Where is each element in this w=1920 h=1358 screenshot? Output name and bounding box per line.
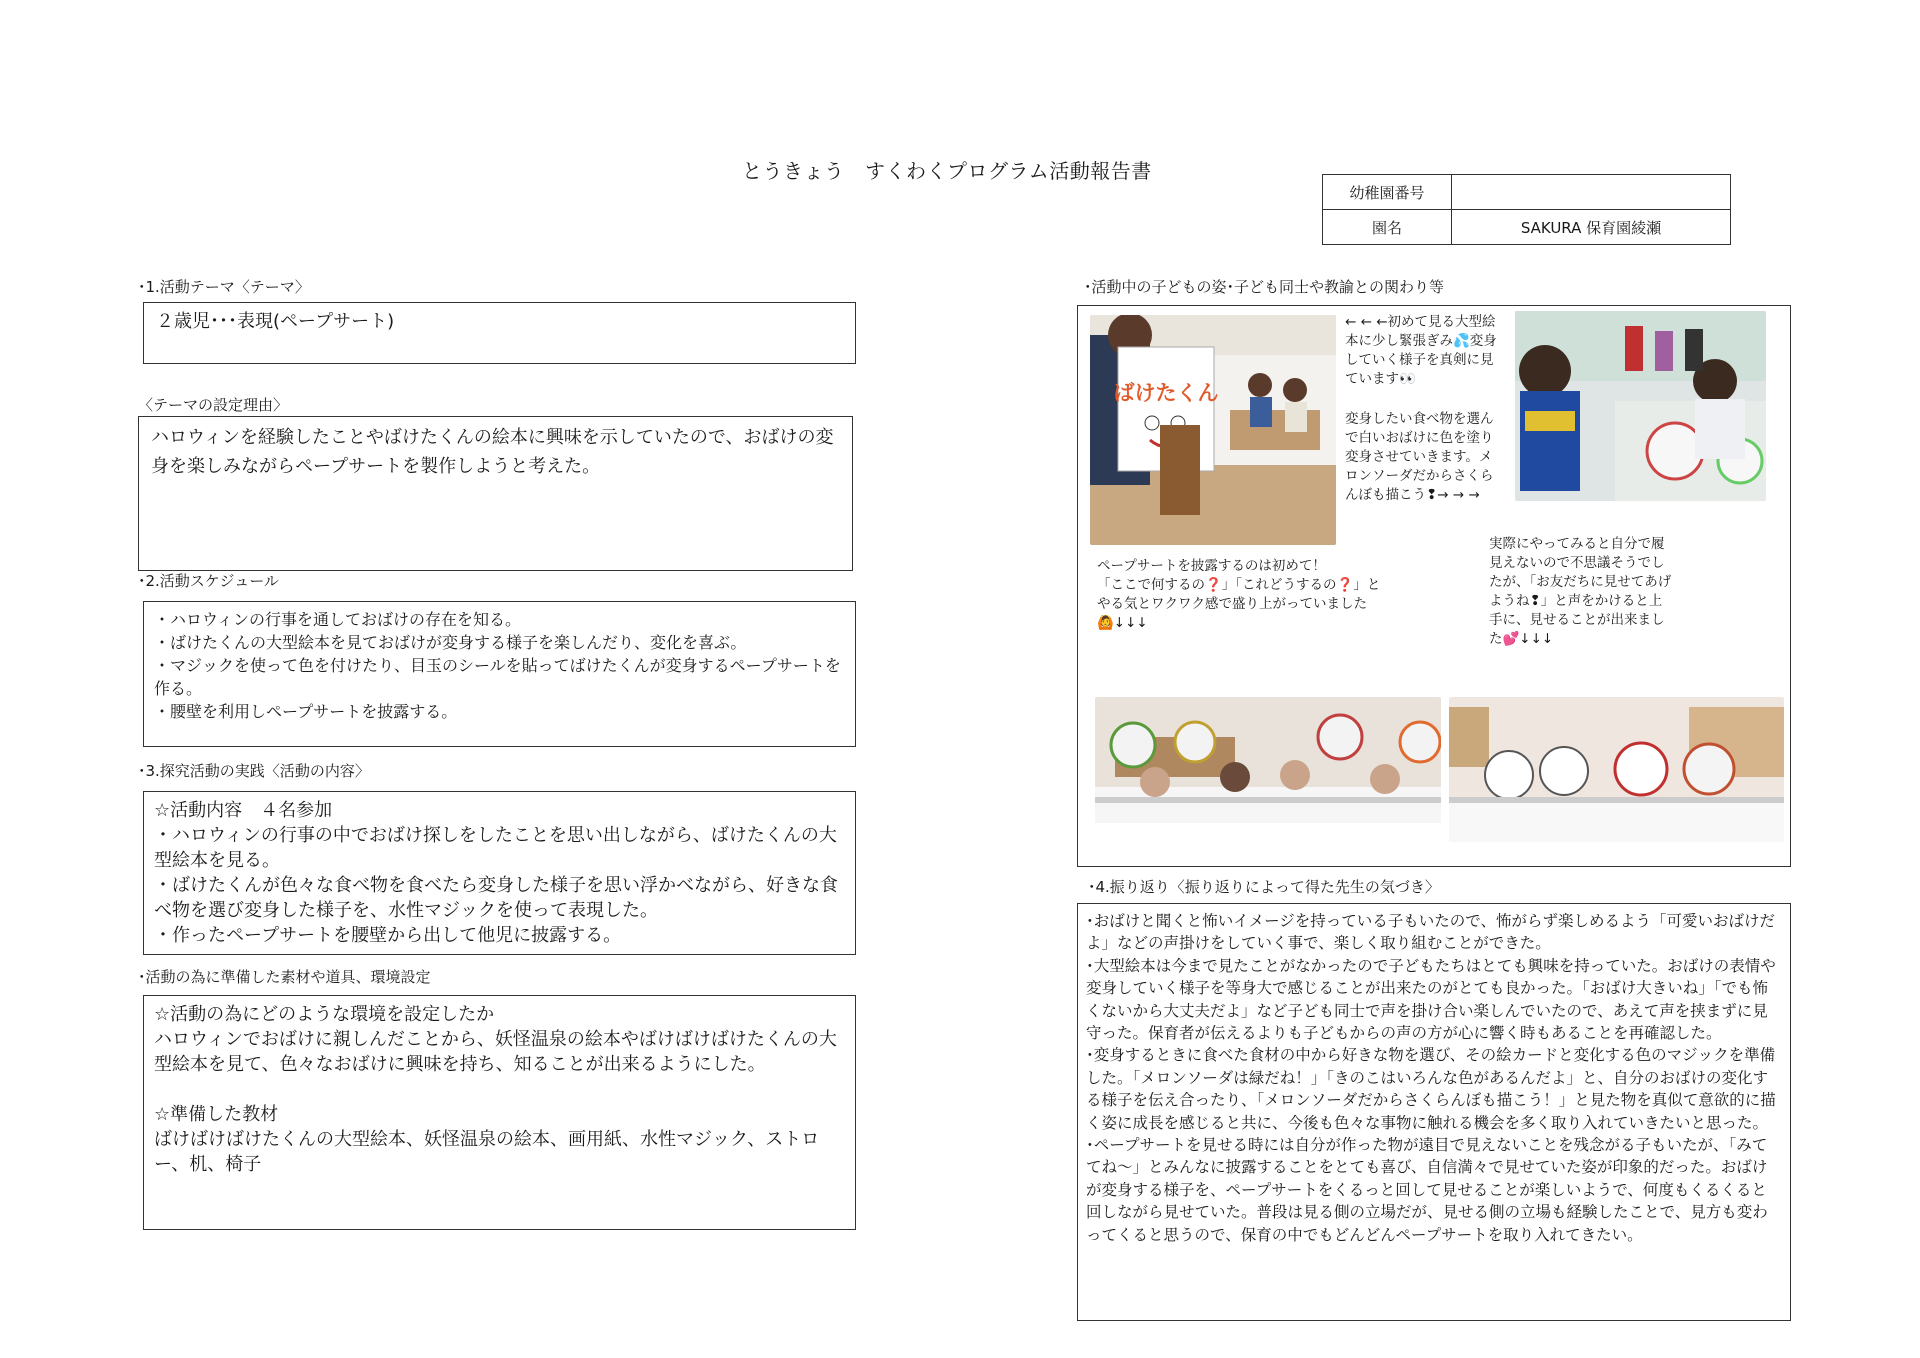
table-row xyxy=(1323,210,1731,245)
coloring-photo xyxy=(1515,311,1766,501)
children-label: ･活動中の子どもの姿･子ども同士や教諭との関わり等 xyxy=(1084,278,1445,296)
list-item: ・作ったペープサートを腰壁から出して他児に披露する。 xyxy=(154,925,622,946)
list-item: ・ばけたくんの大型絵本を見ておばけが変身する様子を楽しんだり、変化を喜ぶ。 xyxy=(154,633,747,652)
list-item: ・ハロウィンの行事の中でおばけ探しをしたことを思い出しながら、ばけたくんの大型絵本を見る。 xyxy=(154,825,837,871)
reflection-box xyxy=(1077,903,1791,1321)
caption-showing: 実際にやってみると自分で履見えないので不思議そうでしたが、「お友だちに見せてあげようね❢」と声をかけると上手に、見せることが出来ました💕↓↓↓ xyxy=(1489,536,1672,647)
school-name-label: 園名 xyxy=(1323,210,1452,245)
reflection-paragraph: ･おばけと聞くと怖いイメージを持っている子もいたので、怖がらず楽しめるよう「可愛いおばけだよ」などの声掛けをしていく事で、楽しく取り組むことができた。 xyxy=(1086,912,1775,953)
env-text: ハロウィンでおばけに親しんだことから、妖怪温泉の絵本やばけばけばけたくんの大型絵本を見て、色々なおばけに興味を持ち、知ることが出来るようにした。 xyxy=(154,1029,837,1075)
list-item: ・マジックを使って色を付けたり、目玉のシールを貼ってばけたくんが変身するペープサートを作る。 xyxy=(154,656,841,698)
reflection-paragraph: ･大型絵本は今まで見たことがなかったので子どもたちはとても興味を持っていた。おばけの表情や変身していく様子を等身大で感じることが出来たのがとても良かった。「おばけ大きいね」「でも怖くないから大丈夫だよ」など子ども同士で声を掛け合い楽しんでいたので、あえて声を挟まずに見守った。保育者が伝えるよりも子どもからの声の方が心に響く時もあることを再確認した。 xyxy=(1086,956,1776,1043)
caption-coloring: 変身したい食べ物を選んで白いおばけに色を塗り変身させていきます。メロンソーダだからさくらんぼも描こう❢→ → → xyxy=(1345,411,1494,503)
show-children-photo xyxy=(1095,697,1441,823)
table-row xyxy=(1323,175,1731,210)
photo-paper-puppets xyxy=(1449,697,1784,842)
materials-box xyxy=(143,995,856,1230)
photo-picture-book xyxy=(1090,315,1336,545)
theme-reason-label: 〈テーマの設定理由〉 xyxy=(138,396,289,414)
env-heading: ☆活動の為にどのような環境を設定したか xyxy=(154,1004,495,1025)
reflection-paragraph: ･ペープサートを見せる時には自分が作った物が遠目で見えないことを残念がる子もいたが、「みててね～」とみんなに披露することをとても喜び、自信満々で見せていた姿が印象的だった。おばけが変身する様子を、ペープサートをくるっと回して見せることが楽しいようで、何度もくるくると回しながら見せていた。普段は見る側の立場だが、見せる側の立場も経験したことで、見方も変わってくると思うので、保育の中でもどんどんペープサートを取り入れてきたい。 xyxy=(1086,1136,1768,1244)
list-item: ・ハロウィンの行事を通しておばけの存在を知る。 xyxy=(154,610,522,629)
prep-text: ばけばけばけたくんの大型絵本、妖怪温泉の絵本、画用紙、水性マジック、ストロー、机、椅子 xyxy=(154,1129,820,1175)
practice-box xyxy=(143,791,856,955)
caption-book: ← ← ←初めて見る大型絵本に少し緊張ぎみ💦変身していく様子を真剣に見ています👀 xyxy=(1345,314,1497,387)
theme-content: ２歳児･･･表現(ペープサート) xyxy=(156,311,395,332)
materials-label: ･活動の為に準備した素材や道具、環境設定 xyxy=(138,968,431,986)
book-title: ばけたくん xyxy=(1113,381,1219,405)
school-number-value xyxy=(1452,175,1731,210)
prep-heading: ☆準備した教材 xyxy=(154,1104,279,1125)
theme-reason-content: ハロウィンを経験したことやばけたくんの絵本に興味を示していたので、おばけの変身を楽しみながらペープサートを製作しようと考えた。 xyxy=(151,427,834,477)
list-item: ・腰壁を利用しペープサートを披露する。 xyxy=(154,702,458,721)
list-item: ・ばけたくんが色々な食べ物を食べたら変身した様子を思い浮かべながら、好きな食べ物を選び変身した様子を、水性マジックを使って表現した。 xyxy=(154,875,838,921)
theme-box xyxy=(143,302,856,364)
school-number-label: 幼稚園番号 xyxy=(1323,175,1452,210)
school-name-value: SAKURA 保育園綾瀬 xyxy=(1452,210,1731,245)
section2-label: ･2.活動スケジュール xyxy=(138,572,279,590)
practice-heading: ☆活動内容 ４名参加 xyxy=(154,800,333,821)
paper-puppets-photo xyxy=(1449,697,1784,842)
theme-reason-box xyxy=(138,416,853,571)
school-info-table xyxy=(1322,174,1731,245)
schedule-box xyxy=(143,601,856,747)
page-title: とうきょう すくわくプログラム活動報告書 xyxy=(742,159,1152,183)
picture-book-photo xyxy=(1090,315,1336,545)
reflection-paragraph: ･変身するときに食べた食材の中から好きな物を選び、その絵カードと変化する色のマジックを準備した。「メロンソーダは緑だね！」「きのこはいろんな色があるんだよ」と、自分のおばけの変化する様子を伝え合ったり、「メロンソーダだからさくらんぼも描こう！」と見た物を真似て意欲的に描く姿に成長を感じると共に、今後も色々な事物に触れる機会を多く取り入れていきたいと思った。 xyxy=(1086,1046,1776,1132)
section3-label: ･3.探究活動の実践〈活動の内容〉 xyxy=(138,762,370,780)
section4-label: ･4.振り返り〈振り返りによって得た先生の気づき〉 xyxy=(1088,878,1440,896)
caption-performance: ペープサートを披露するのは初めて！ 「ここで何するの❓」「これどうするの❓」とやる気とワクワク感で盛り上がっていました🙆↓↓↓ xyxy=(1097,558,1381,631)
photo-show-children xyxy=(1095,697,1441,823)
section1-label: ･1.活動テーマ〈テーマ〉 xyxy=(138,278,310,296)
photo-coloring xyxy=(1515,311,1766,501)
